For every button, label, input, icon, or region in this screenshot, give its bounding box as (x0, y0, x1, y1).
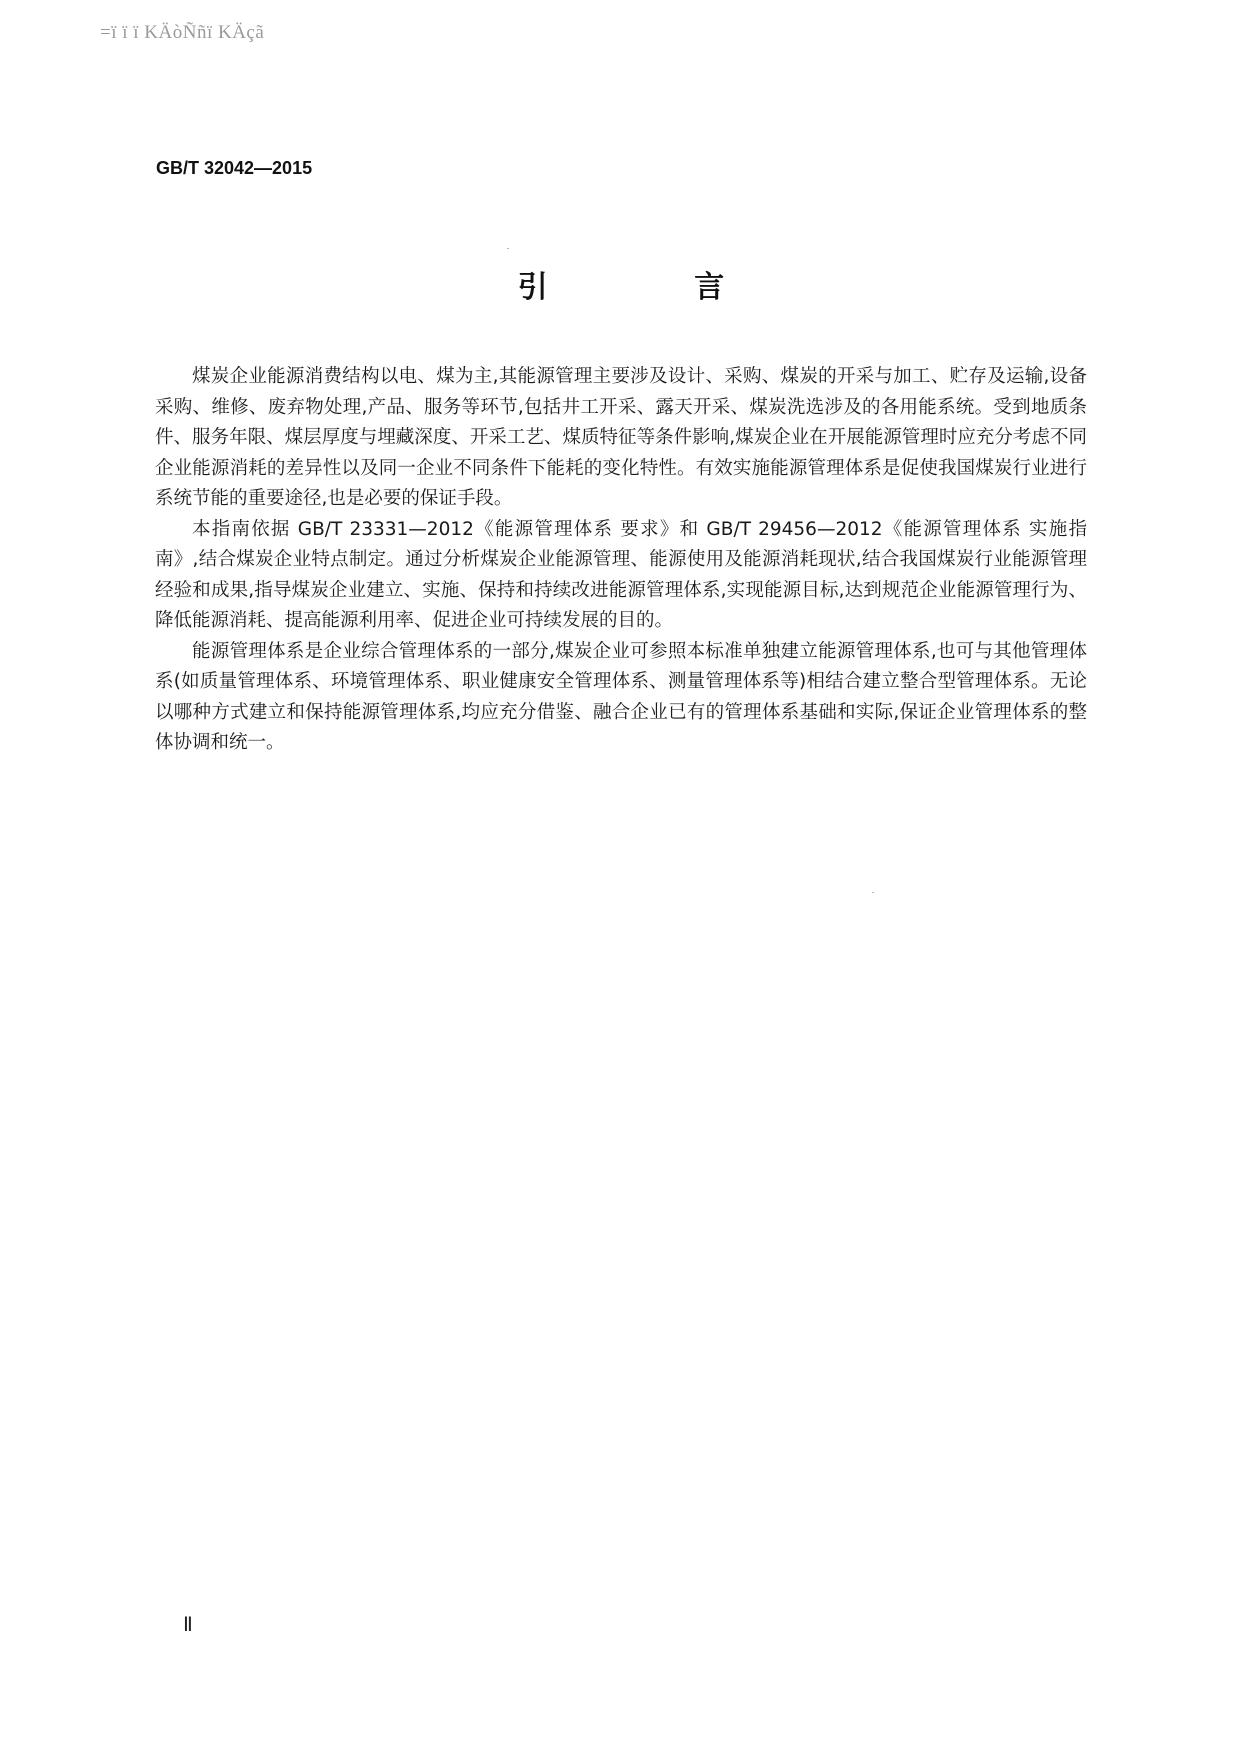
scan-speck (872, 892, 874, 893)
paragraph-management-system: 能源管理体系是企业综合管理体系的一部分,煤炭企业可参照本标准单独建立能源管理体系,也可与其他管理体系(如质量管理体系、环境管理体系、职业健康安全管理体系、测量管理体系等)相结合建立整合型管理体系。无论以哪种方式建立和保持能源管理体系,均应充分借鉴、融合企业已有的管理体系基础和实际,保证企业管理体系的整体协调和统一。 (155, 640, 1087, 753)
scan-speck (507, 248, 509, 249)
paragraph-guide-basis: 本指南依据 GB/T 23331—2012《能源管理体系 要求》和 GB/T 29456—2012《能源管理体系 实施指南》,结合煤炭企业特点制定。通过分析煤炭企业能源管理、能源使用及能源消耗现状,结合我国煤炭行业能源管理经验和成果,指导煤炭企业建立、实施、保持和持续改进能源管理体系,实现能源目标,达到规范企业能源管理行为、降低能源消耗、提高能源利用率、促进企业可持续发展的目的。 (155, 518, 1087, 631)
document-body (155, 362, 1087, 759)
page-title: 引 言 (517, 270, 793, 305)
paragraph-energy-structure: 煤炭企业能源消费结构以电、煤为主,其能源管理主要涉及设计、采购、煤炭的开采与加工、贮存及运输,设备采购、维修、废弃物处理,产品、服务等环节,包括井工开采、露天开采、煤炭洗选涉及的各用能系统。受到地质条件、服务年限、煤层厚度与埋藏深度、开采工艺、煤质特征等条件影响,煤炭企业在开展能源管理时应充分考虑不同企业能源消耗的差异性以及同一企业不同条件下能耗的变化特性。有效实施能源管理体系是促使我国煤炭行业进行系统节能的重要途径,也是必要的保证手段。 (155, 366, 1087, 509)
watermark-text: =ï ï ï KÄòÑñï KÄçã (100, 22, 265, 43)
standard-code: GB/T 32042—2015 (156, 158, 313, 178)
page-number: Ⅱ (183, 1614, 193, 1636)
